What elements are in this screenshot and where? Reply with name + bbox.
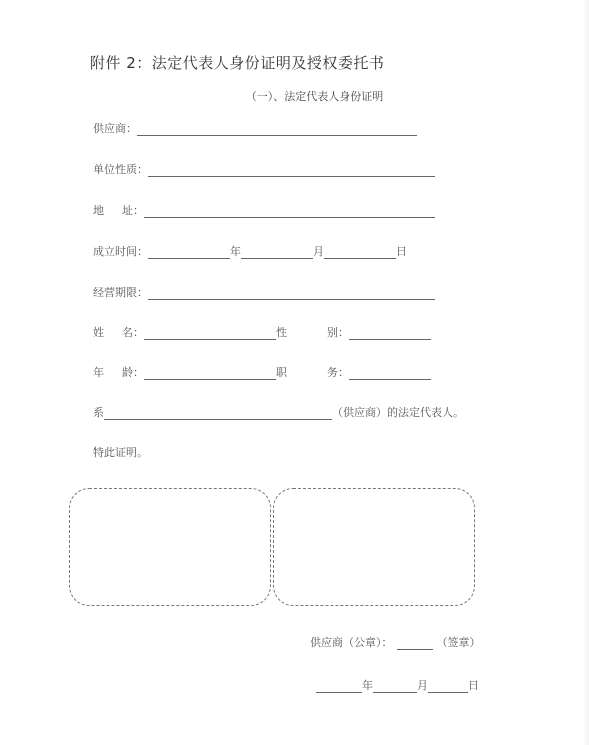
date-row [316, 677, 479, 693]
unit-nature-row [93, 161, 435, 177]
supplier-blank[interactable] [137, 123, 417, 136]
gender-label-b: 别： [327, 326, 349, 339]
date-day-label: 日 [468, 679, 479, 692]
position-blank[interactable] [349, 367, 431, 380]
established-day-label: 日 [396, 245, 407, 258]
position-label-a: 职 [276, 366, 287, 379]
relation-prefix: 系 [93, 406, 104, 419]
name-label-a: 姓 [93, 326, 104, 339]
supplier-label: 供应商： [93, 122, 137, 135]
age-position-row [93, 364, 431, 380]
date-month-blank[interactable] [373, 680, 417, 693]
relation-row [93, 404, 464, 420]
date-year-blank[interactable] [316, 680, 362, 693]
certify-row [93, 444, 148, 460]
address-row [93, 202, 435, 218]
supplier-seal-blank[interactable] [397, 637, 433, 650]
gender-label-a: 性 [276, 326, 287, 339]
section-title: （一）、法定代表人身份证明 [245, 90, 384, 103]
established-label: 成立时间： [93, 245, 148, 258]
certify-text: 特此证明。 [93, 446, 148, 459]
date-month-label: 月 [417, 679, 428, 692]
established-year-label: 年 [230, 245, 241, 258]
established-row [93, 243, 407, 259]
document-title: 附件 2：法定代表人身份证明及授权委托书 [90, 54, 385, 72]
id-card-front-box [69, 488, 271, 606]
name-blank[interactable] [144, 327, 276, 340]
business-term-blank[interactable] [148, 287, 435, 300]
supplier-seal-row [310, 634, 481, 650]
business-term-label: 经营期限： [93, 286, 148, 299]
established-month-blank[interactable] [241, 246, 313, 259]
relation-blank[interactable] [104, 407, 332, 420]
address-label-a: 地 [93, 204, 104, 217]
page-edge-shadow [583, 0, 589, 745]
established-year-blank[interactable] [148, 246, 230, 259]
supplier-row [93, 120, 417, 136]
id-card-back-box [273, 488, 475, 606]
established-month-label: 月 [313, 245, 324, 258]
name-gender-row [93, 324, 431, 340]
age-blank[interactable] [144, 367, 276, 380]
gender-blank[interactable] [349, 327, 431, 340]
date-year-label: 年 [362, 679, 373, 692]
relation-suffix: （供应商）的法定代表人。 [332, 406, 464, 419]
address-label-b: 址： [122, 204, 144, 217]
established-day-blank[interactable] [324, 246, 396, 259]
name-label-b: 名： [122, 326, 144, 339]
age-label-b: 龄： [122, 366, 144, 379]
address-blank[interactable] [144, 205, 435, 218]
age-label-a: 年 [93, 366, 104, 379]
unit-nature-label: 单位性质： [93, 163, 148, 176]
business-term-row [93, 284, 435, 300]
date-day-blank[interactable] [428, 680, 468, 693]
position-label-b: 务： [327, 366, 349, 379]
unit-nature-blank[interactable] [148, 164, 435, 177]
sign-label: （签章） [436, 636, 481, 649]
supplier-seal-label: 供应商（公章）： [310, 636, 393, 649]
